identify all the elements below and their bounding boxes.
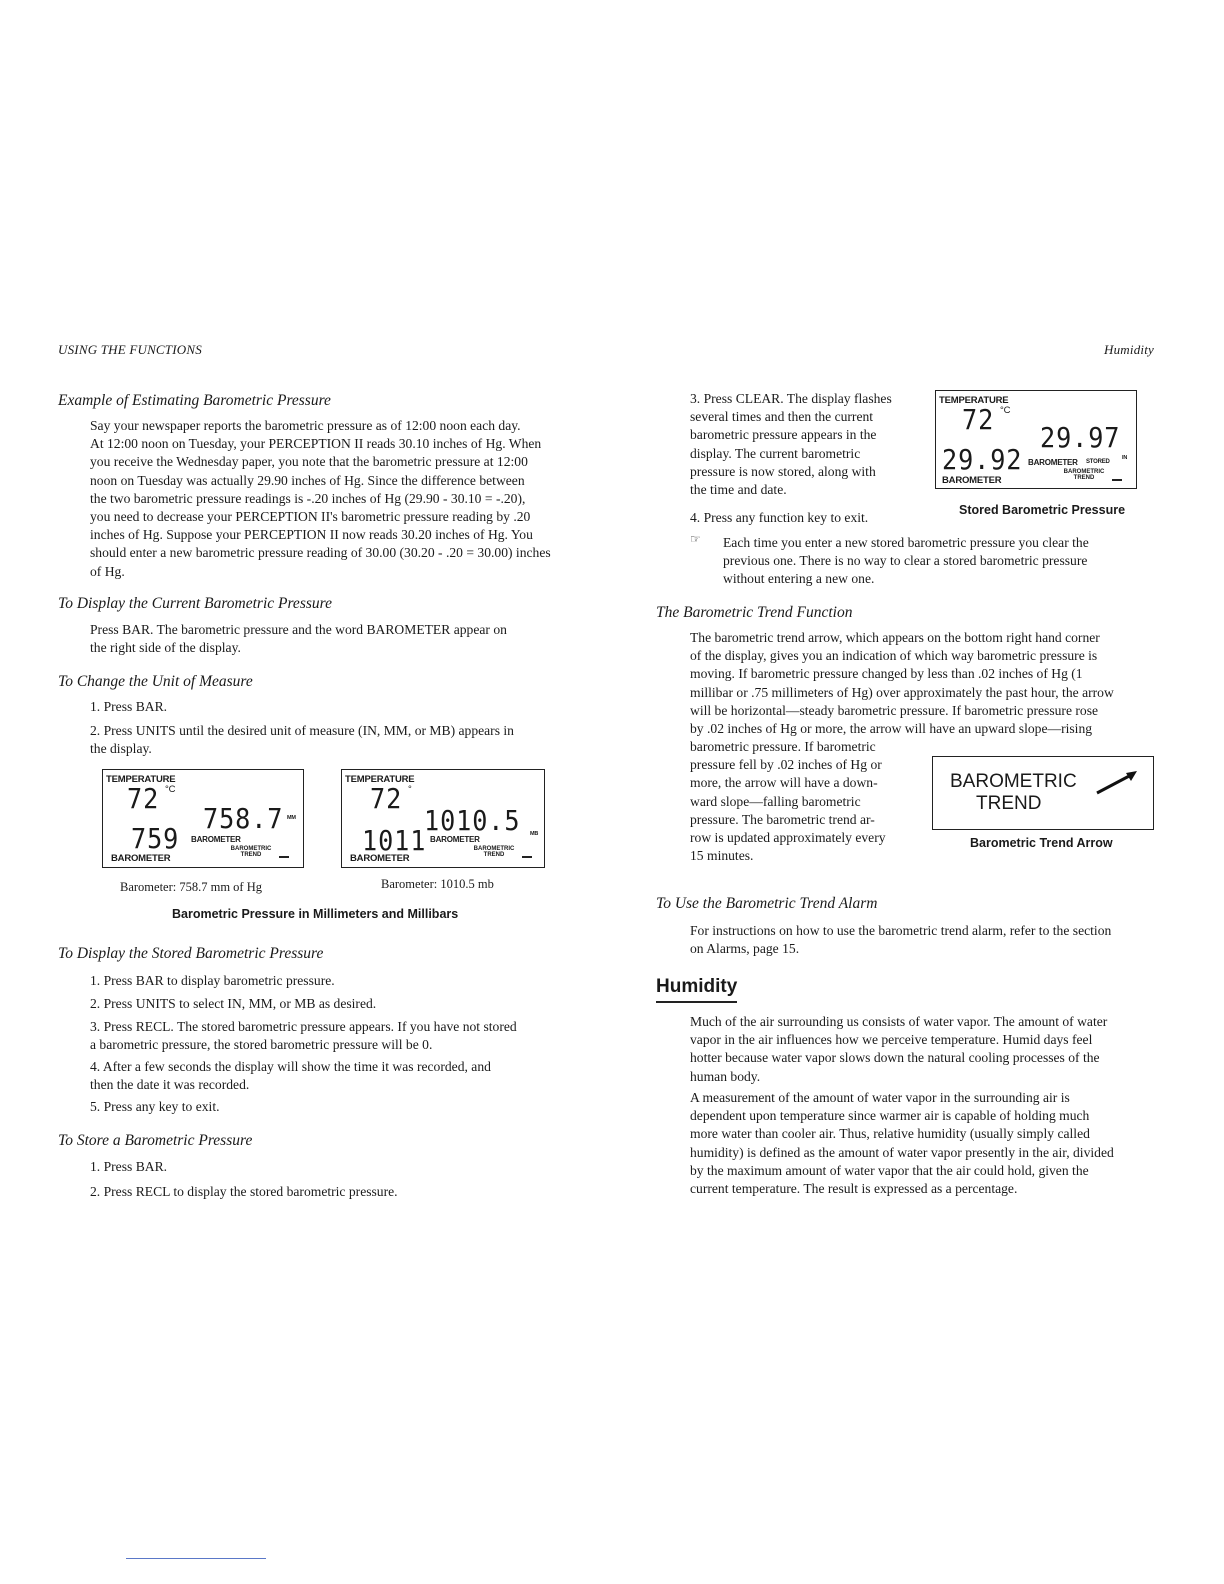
current-pressure-value: 29.97	[1040, 421, 1121, 454]
trend-box-caption: Barometric Trend Arrow	[970, 836, 1113, 850]
temperature-label: TEMPERATURE	[939, 395, 1009, 406]
exit-step4: 4. Press any function key to exit.	[690, 510, 869, 525]
temperature-unit: °	[408, 784, 412, 795]
display-stored-step1: 1. Press BAR to display barometric pressure.	[90, 973, 335, 988]
footer-rule	[126, 1558, 266, 1559]
humidity-paragraph-1: Much of the air surrounding us consists of water vapor. The amount of water vapor in the air influences how we perceive temperature. Humid days feel hotter because water vapor slows down the natural cooling processes of the human body.	[690, 1014, 1108, 1084]
display-stored-step4: 4. After a few seconds the display will show the time it was recorded, and then the date it was recorded.	[90, 1059, 491, 1093]
unit-indicator: MM	[287, 815, 296, 821]
temperature-value: 72	[370, 782, 403, 815]
trend-arrow-icon	[522, 856, 532, 858]
store-step2: 2. Press RECL to display the stored barometric pressure.	[90, 1184, 398, 1199]
trend-label: BAROMETRIC TREND	[230, 846, 272, 858]
current-pressure-value: 1010.5	[424, 804, 521, 837]
barometer-label: BAROMETER	[111, 853, 171, 864]
humidity-heading: Humidity	[656, 976, 738, 997]
lcd-mb-caption: Barometer: 1010.5 mb	[381, 877, 494, 891]
stored-tag: STORED	[1086, 459, 1110, 465]
store-step1: 1. Press BAR.	[90, 1159, 168, 1174]
display-stored-step5: 5. Press any key to exit.	[90, 1099, 220, 1114]
barometer-small-label: BAROMETER	[191, 835, 241, 844]
display-stored-heading: To Display the Stored Barometric Pressure	[58, 945, 324, 962]
display-current-paragraph: Press BAR. The barometric pressure and the word BAROMETER appear on the right side of the display.	[90, 622, 507, 656]
stored-note: Each time you enter a new stored barometric pressure you clear the previous one. There is no way to clear a stored barometric pressure without entering a new one.	[723, 535, 1089, 587]
lcd-display-stored	[935, 390, 1137, 489]
display-stored-step2: 2. Press UNITS to select IN, MM, or MB as desired.	[90, 996, 377, 1011]
display-stored-step3: 3. Press RECL. The stored barometric pressure appears. If you have not stored a barometric pressure, the stored barometric pressure will be 0.	[90, 1019, 517, 1053]
temperature-label: TEMPERATURE	[345, 774, 415, 785]
trend-function-heading: The Barometric Trend Function	[656, 604, 853, 621]
barometer-small-label: BAROMETER	[430, 835, 480, 844]
pointing-hand-icon: ☞	[690, 532, 701, 546]
temperature-label: TEMPERATURE	[106, 774, 176, 785]
figure-caption: Barometric Pressure in Millimeters and Millibars	[172, 907, 459, 921]
temperature-unit: °C	[165, 784, 176, 795]
unit-indicator: IN	[1122, 455, 1128, 461]
barometer-label: BAROMETER	[942, 475, 1002, 486]
stored-pressure-value: 29.92	[942, 443, 1023, 476]
lcd-display-mm	[102, 769, 304, 868]
current-pressure-value: 758.7	[203, 802, 284, 835]
lcd-mm-caption: Barometer: 758.7 mm of Hg	[120, 880, 262, 894]
clear-step3: 3. Press CLEAR. The display flashes several times and then the current barometric pressure appears in the display. The current barometric pressure is now stored, along with the time and date.	[690, 391, 892, 498]
humidity-paragraph-2: A measurement of the amount of water vapor in the surrounding air is dependent upon temperature since warmer air is capable of holding much more water than cooler air. Thus, relative humidity (usually simply called humidity) is defined as the amount of water vapor presently in the air, divided by the maximum amount of water vapor that the air could hold, given the current temperature. The result is expressed as a percentage.	[690, 1090, 1114, 1197]
stored-pressure-value: 759	[131, 822, 180, 855]
running-header-right: Humidity	[1104, 342, 1154, 357]
unit-indicator: MB	[530, 831, 539, 837]
trend-label: BAROMETRIC TREND	[473, 846, 515, 858]
display-current-heading: To Display the Current Barometric Pressure	[58, 595, 332, 612]
running-header-left: USING THE FUNCTIONS	[58, 342, 202, 357]
trend-box-line2: TREND	[976, 793, 1042, 814]
barometric-trend-box	[932, 756, 1154, 830]
trend-label: BAROMETRIC TREND	[1063, 469, 1105, 481]
example-paragraph: Say your newspaper reports the barometric pressure as of 12:00 noon each day. At 12:00 noon on Tuesday, your PERCEPTION II reads 30.10 inches of Hg. When you receive the Wednesday paper, you note that the barometric pressure at 12:00 noon on Tuesday was actually 29.90 inches of Hg. Since the difference between the two barometric pressure readings is -.20 inches of Hg (29.90 - 30.10 = -.20), you need to decrease your PERCEPTION II's barometric pressure reading by .20 inches of Hg. Suppose your PERCEPTION II now reads 30.20 inches of Hg. You should enter a new barometric pressure reading of 30.00 (30.20 - .20 = 30.00) inches of Hg.	[90, 418, 551, 579]
trend-alarm-heading: To Use the Barometric Trend Alarm	[656, 895, 878, 912]
upward-trend-arrow-icon	[1093, 769, 1141, 797]
trend-box-line1: BAROMETRIC	[950, 771, 1077, 792]
humidity-rule	[656, 1001, 737, 1003]
temperature-unit: °C	[1000, 405, 1011, 416]
trend-arrow-icon	[1112, 479, 1122, 481]
example-heading: Example of Estimating Barometric Pressure	[58, 392, 331, 409]
stored-pressure-value: 1011	[362, 824, 427, 857]
temperature-value: 72	[127, 782, 160, 815]
lcd-stored-caption: Stored Barometric Pressure	[959, 503, 1126, 517]
trend-arrow-icon	[279, 856, 289, 858]
change-unit-step2: 2. Press UNITS until the desired unit of measure (IN, MM, or MB) appears in the display.	[90, 723, 514, 757]
change-unit-heading: To Change the Unit of Measure	[58, 673, 253, 690]
barometer-small-label: BAROMETER	[1028, 458, 1078, 467]
store-heading: To Store a Barometric Pressure	[58, 1132, 253, 1149]
trend-alarm-paragraph: For instructions on how to use the barometric trend alarm, refer to the section on Alarms, page 15.	[690, 923, 1112, 957]
temperature-value: 72	[962, 403, 995, 436]
change-unit-step1: 1. Press BAR.	[90, 699, 168, 714]
barometer-label: BAROMETER	[350, 853, 410, 864]
trend-paragraph-narrow: barometric pressure. If barometric pressure fell by .02 inches of Hg or more, the arrow will have a down- ward slope—falling barometric pressure. The barometric trend ar- row is updated approximately every 15 minutes.	[690, 739, 886, 864]
trend-paragraph: The barometric trend arrow, which appears on the bottom right hand corner of the display, gives you an indication of which way barometric pressure is moving. If barometric pressure changed by less than .02 inches of Hg (1 millibar or .75 millimeters of Hg) over approximately the past hour, the arrow will be horizontal—steady barometric pressure. If barometric pressure rose by .02 inches of Hg or more, the arrow will have an upward slope—rising	[690, 630, 1114, 737]
lcd-display-mb	[341, 769, 545, 868]
